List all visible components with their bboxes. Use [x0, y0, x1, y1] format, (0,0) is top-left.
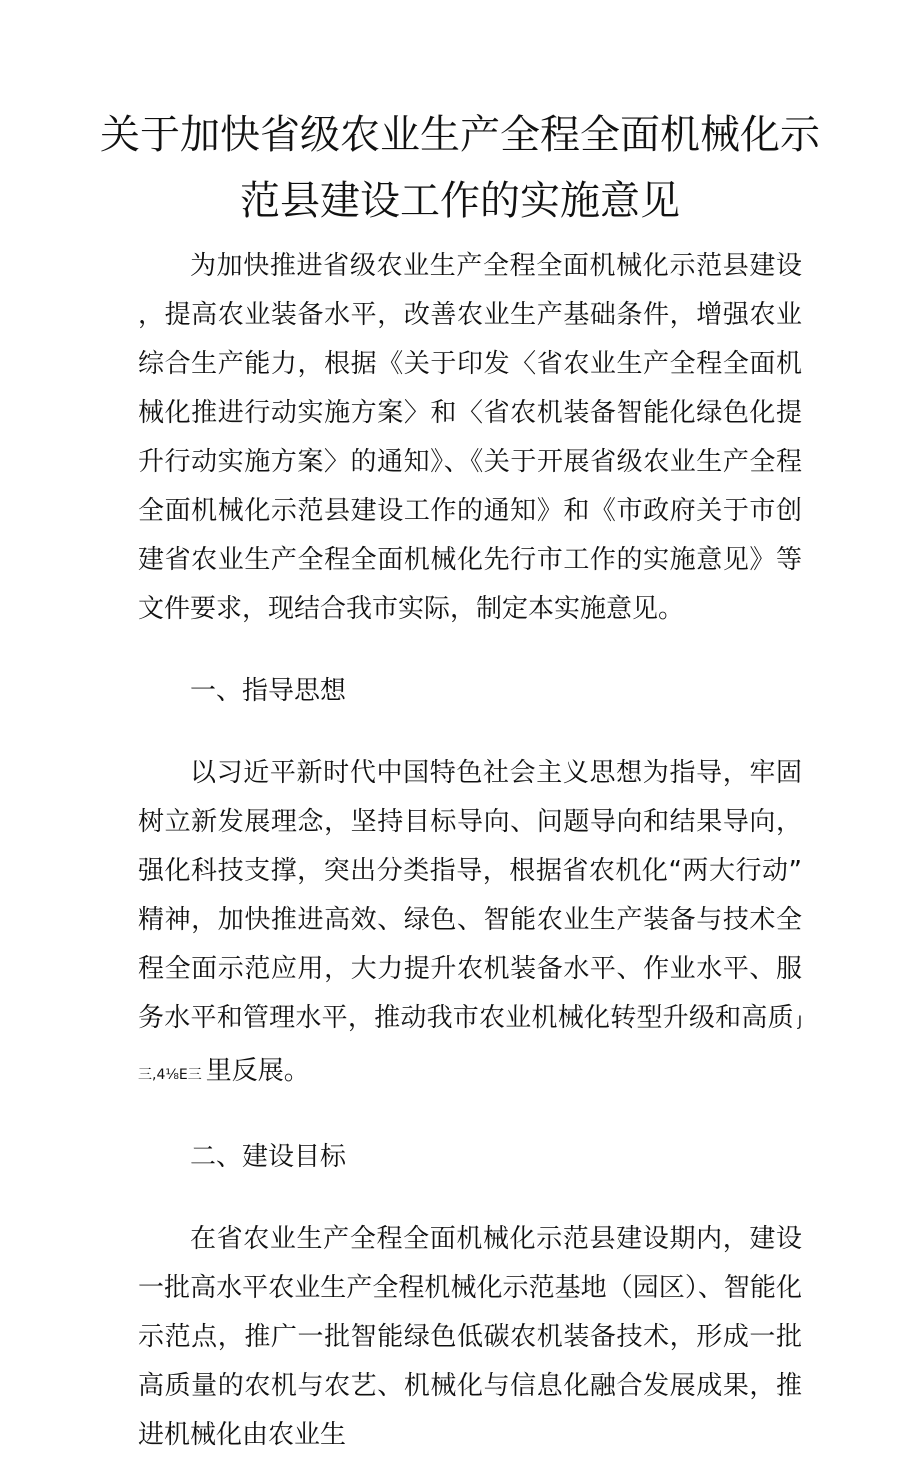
section-2-heading: 二、建设目标: [190, 1142, 347, 1172]
intro-paragraph: 为加快推进省级农业生产全程全面机械化示范县建设，提高农业装备水平，改善农业生产基础条件，增强农业综合生产能力，根据《关于印发〈省农业生产全程全面机械化推进行动实施方案〉和〈省农机装备智能化绿色化提升行动实施方案〉的通知》、《关于开展省级农业生产全程全面机械化示范县建设工作的通知》和《市政府关于市创建省农业生产全程全面机械化先行市工作的实施意见》等文件要求，现结合我市实际，制定本实施意见。: [138, 251, 802, 624]
section-1-text-b: 里反展。: [205, 1056, 310, 1086]
section-1-garbled-text: J三,4⅛E三: [138, 1014, 802, 1083]
document-title-line-2: 范县建设工作的实施意见: [240, 178, 680, 224]
document-title-line-1: 关于加快省级农业生产全程全面机械化示: [100, 112, 820, 158]
section-1-heading: 一、指导思想: [190, 676, 347, 706]
document-body: [138, 242, 802, 1460]
section-1-paragraph: [138, 749, 802, 1100]
section-1-text-a: 以习近平新时代中国特色社会主义思想为指导，牢固树立新发展理念，坚持目标导向、问题导向和结果导向，强化科技支撑，突出分类指导，根据省农机化“两大行动”精神，加快推进高效、绿色、智能农业生产装备与技术全程全面示范应用，大力提升农机装备水平、作业水平、服务水平和管理水平，推动我市农业机械化转型升级和高质: [138, 758, 802, 1033]
section-2-paragraph: 在省农业生产全程全面机械化示范县建设期内，建设一批高水平农业生产全程机械化示范基地（园区）、智能化示范点，推广一批智能绿色低碳农机装备技术，形成一批高质量的农机与农艺、机械化与信息化融合发展成果，推进机械化由农业生: [138, 1224, 802, 1450]
